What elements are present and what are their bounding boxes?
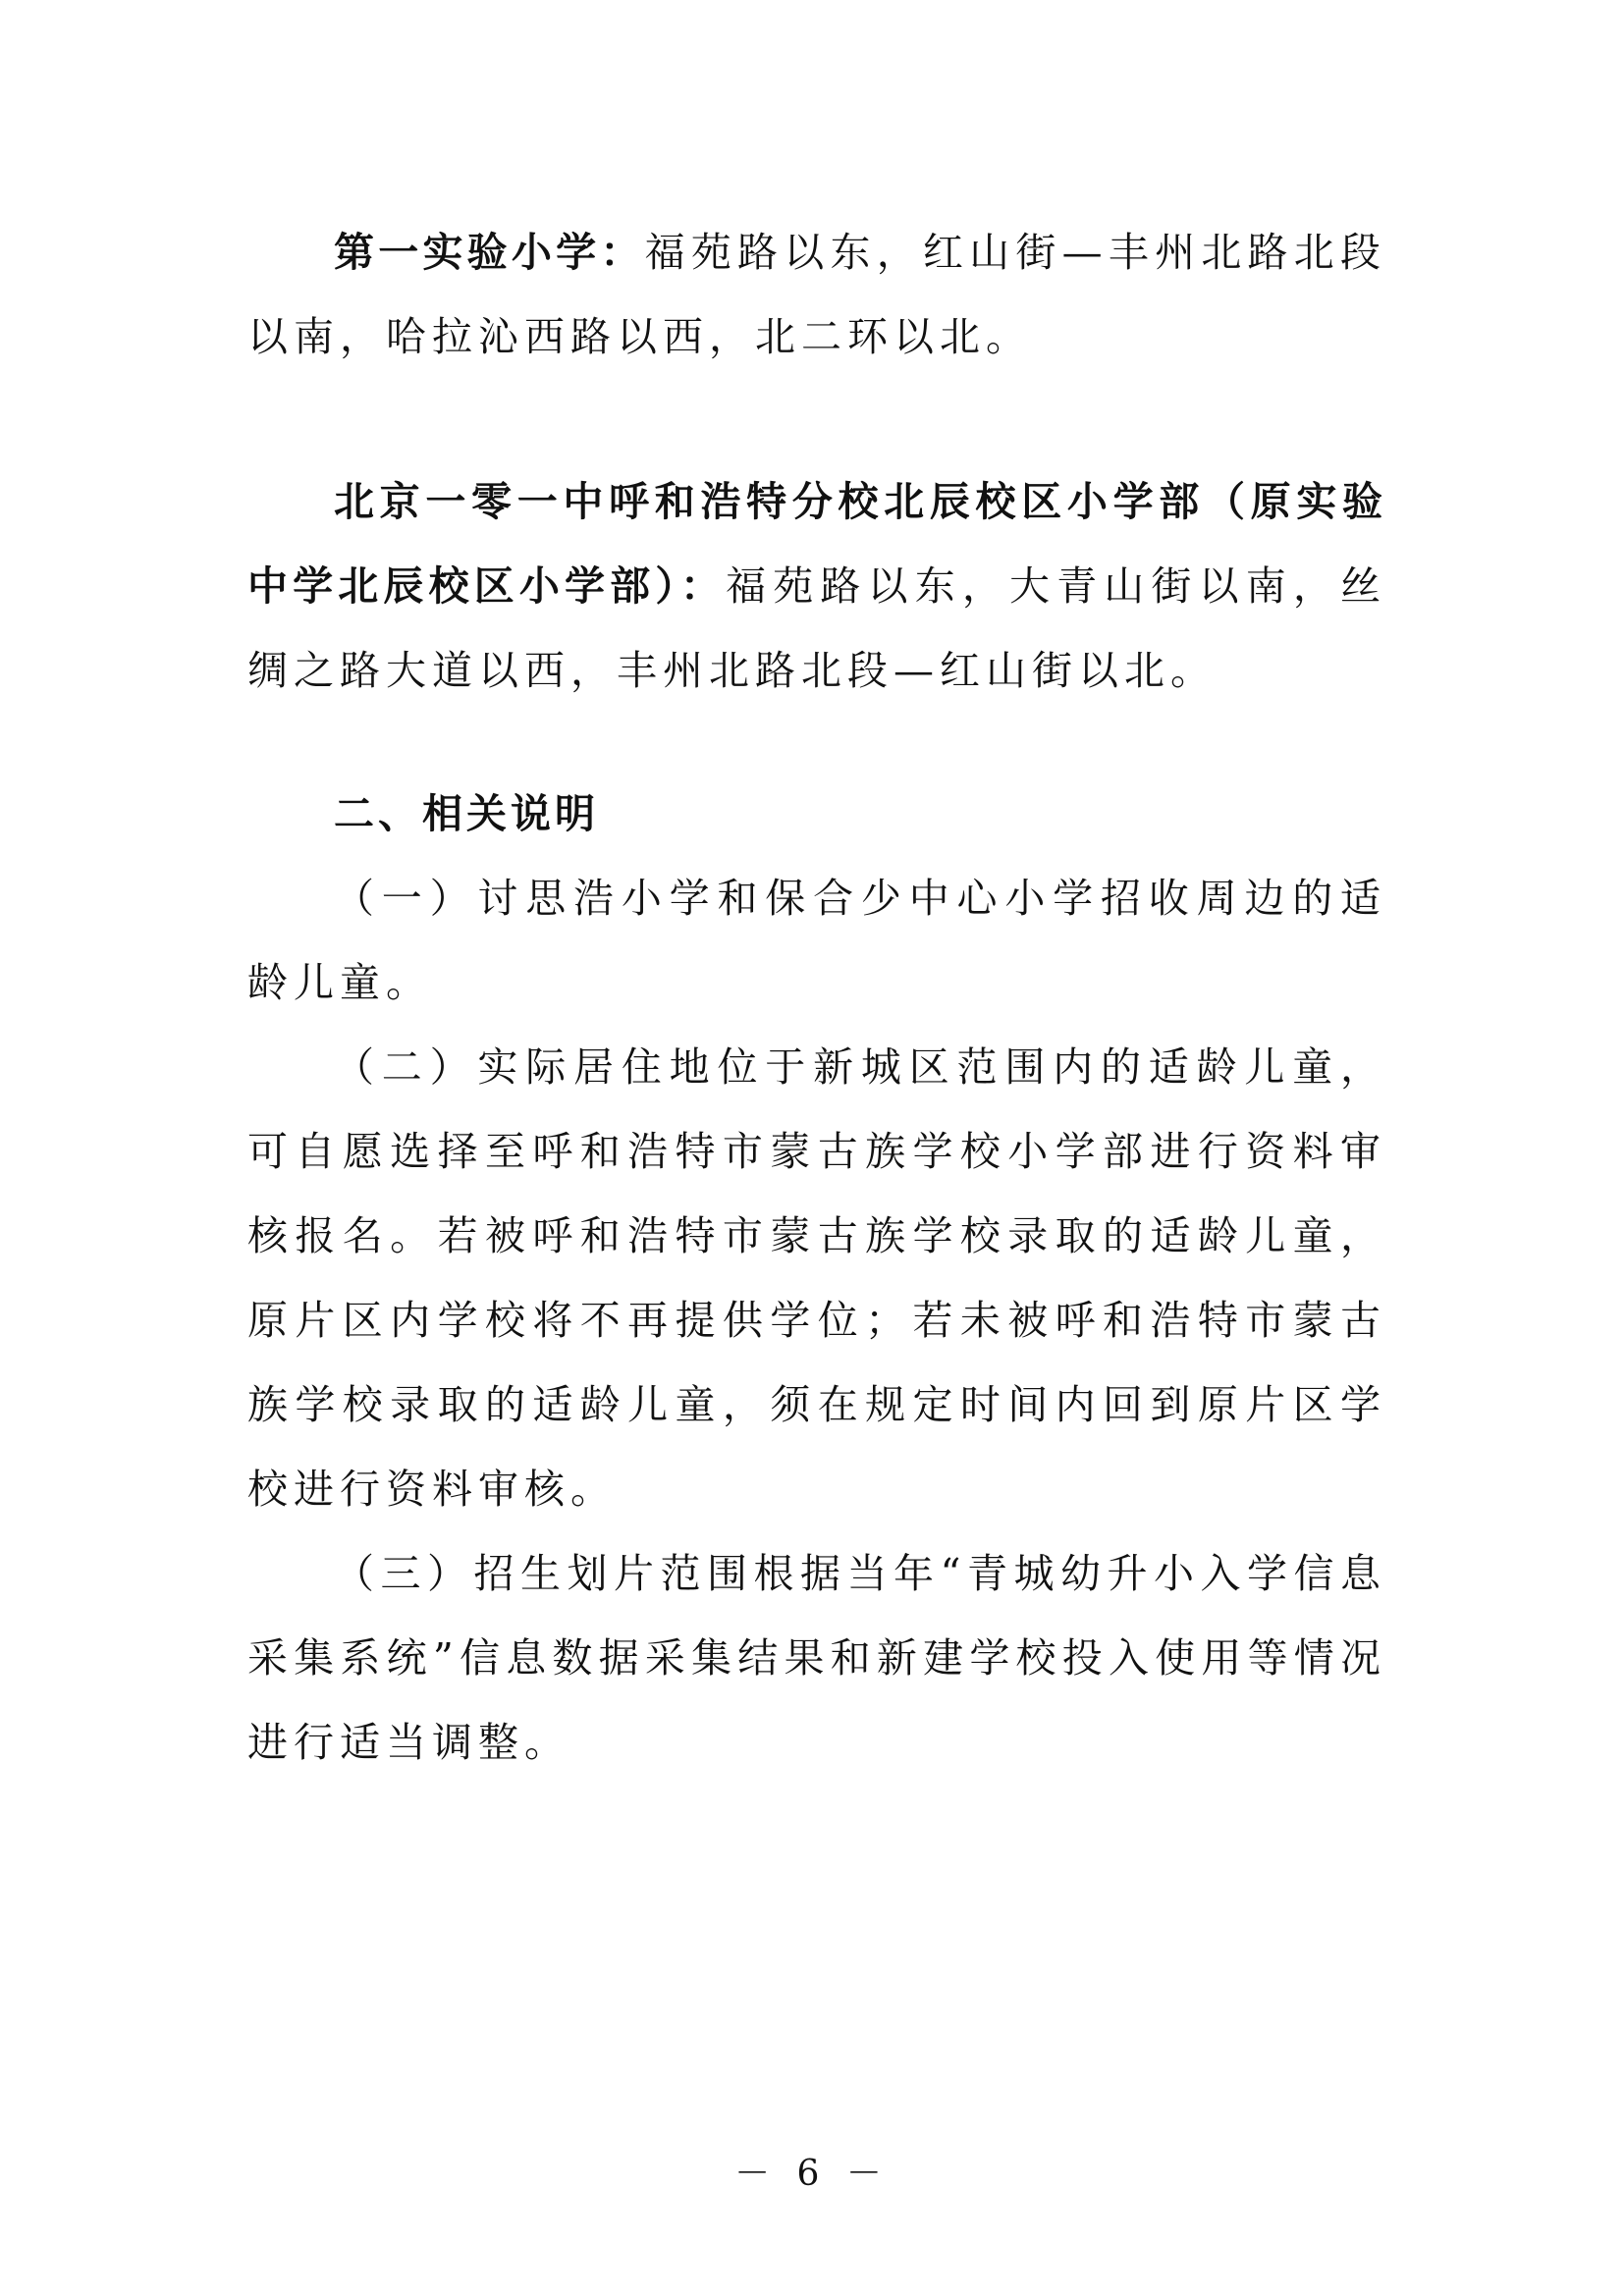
section-heading: 二、相关说明 xyxy=(334,790,599,837)
school-two-paragraph xyxy=(247,459,1386,713)
note-one: （一）讨思浩小学和保合少中心小学招收周边的适龄儿童。 xyxy=(247,875,1386,1006)
note-two: （二）实际居住地位于新城区范围内的适龄儿童，可自愿选择至呼和浩特市蒙古族学校小学部进行资料审核报名。若被呼和浩特市蒙古族学校录取的适龄儿童，原片区内学校将不再提供学位；若未被呼和浩特市蒙古族学校录取的适龄儿童，须在规定时间内回到原片区学校进行资料审核。 xyxy=(247,1043,1386,1513)
school-one-boundary: 福苑路以东，红山街—丰州北路北段以南，哈拉沁西路以西，北二环以北。 xyxy=(247,229,1387,360)
page-number: － 6 － xyxy=(734,2154,890,2194)
note-three: （三）招生划片范围根据当年“青城幼升小入学信息采集系统”信息数据采集结果和新建学校投入使用等情况进行适当调整。 xyxy=(247,1550,1386,1766)
school-one-paragraph xyxy=(247,210,1386,379)
school-one-name: 第一实验小学： xyxy=(334,229,645,276)
school-two-boundary: 福苑路以东，大青山街以南，丝绸之路大道以西，丰州北路北段—红山街以北。 xyxy=(247,562,1387,694)
document-body xyxy=(247,210,1386,1785)
school-two-name: 北京一零一中呼和浩特分校北辰校区小学部（原实验中学北辰校区小学部）： xyxy=(247,478,1386,610)
